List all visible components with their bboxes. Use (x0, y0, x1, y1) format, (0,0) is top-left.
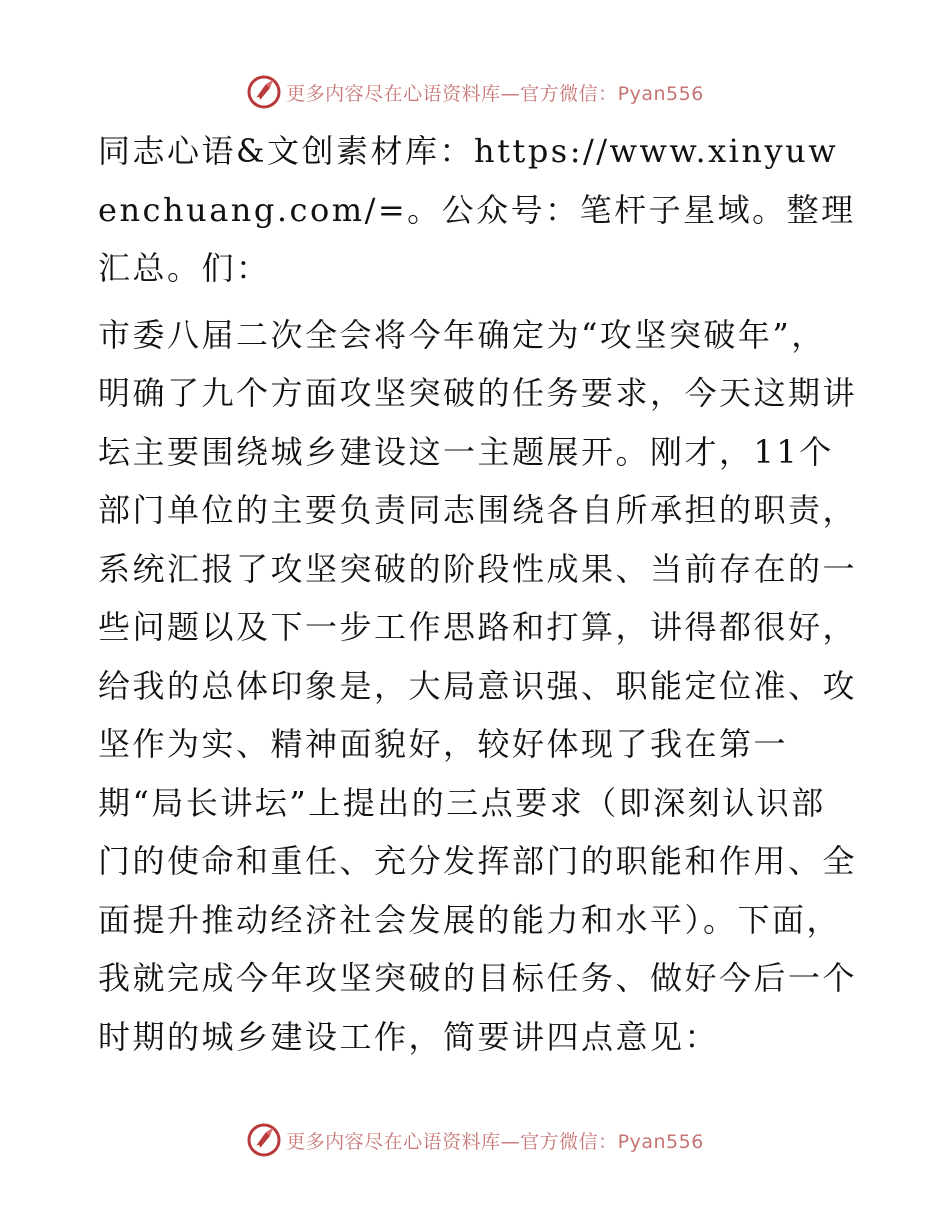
header-watermark-text: 更多内容尽在心语资料库—官方微信：Pyan556 (286, 82, 704, 105)
quill-logo-icon (246, 74, 282, 110)
footer-watermark-banner (0, 1118, 950, 1162)
main-paragraph: 市委八届二次全会将今年确定为“攻坚突破年”，明确了九个方面攻坚突破的任务要求，今天这期讲坛主要围绕城乡建设这一主题展开。刚才，11个部门单位的主要负责同志围绕各自所承担的职责，系统汇报了攻坚突破的阶段性成果、当前存在的一些问题以及下一步工作思路和打算，讲得都很好，给我的总体印象是，大局意识强、职能定位准、攻坚作为实、精神面貌好，较好体现了我在第一期“局长讲坛”上提出的三点要求（即深刻认识部门的使命和重任、充分发挥部门的职能和作用、全面提升推动经济社会发展的能力和水平）。下面，我就完成今年攻坚突破的目标任务、做好今后一个时期的城乡建设工作，简要讲四点意见： (98, 315, 858, 1056)
footer-watermark-text: 更多内容尽在心语资料库—官方微信：Pyan556 (286, 1130, 704, 1153)
quill-logo-icon (246, 1122, 282, 1158)
document-body (98, 122, 858, 1066)
intro-paragraph: 同志心语&文创素材库：https://www.xinyuwenchuang.com/=。公众号：笔杆子星域。整理汇总。们： (98, 132, 856, 287)
header-watermark-banner (0, 70, 950, 114)
